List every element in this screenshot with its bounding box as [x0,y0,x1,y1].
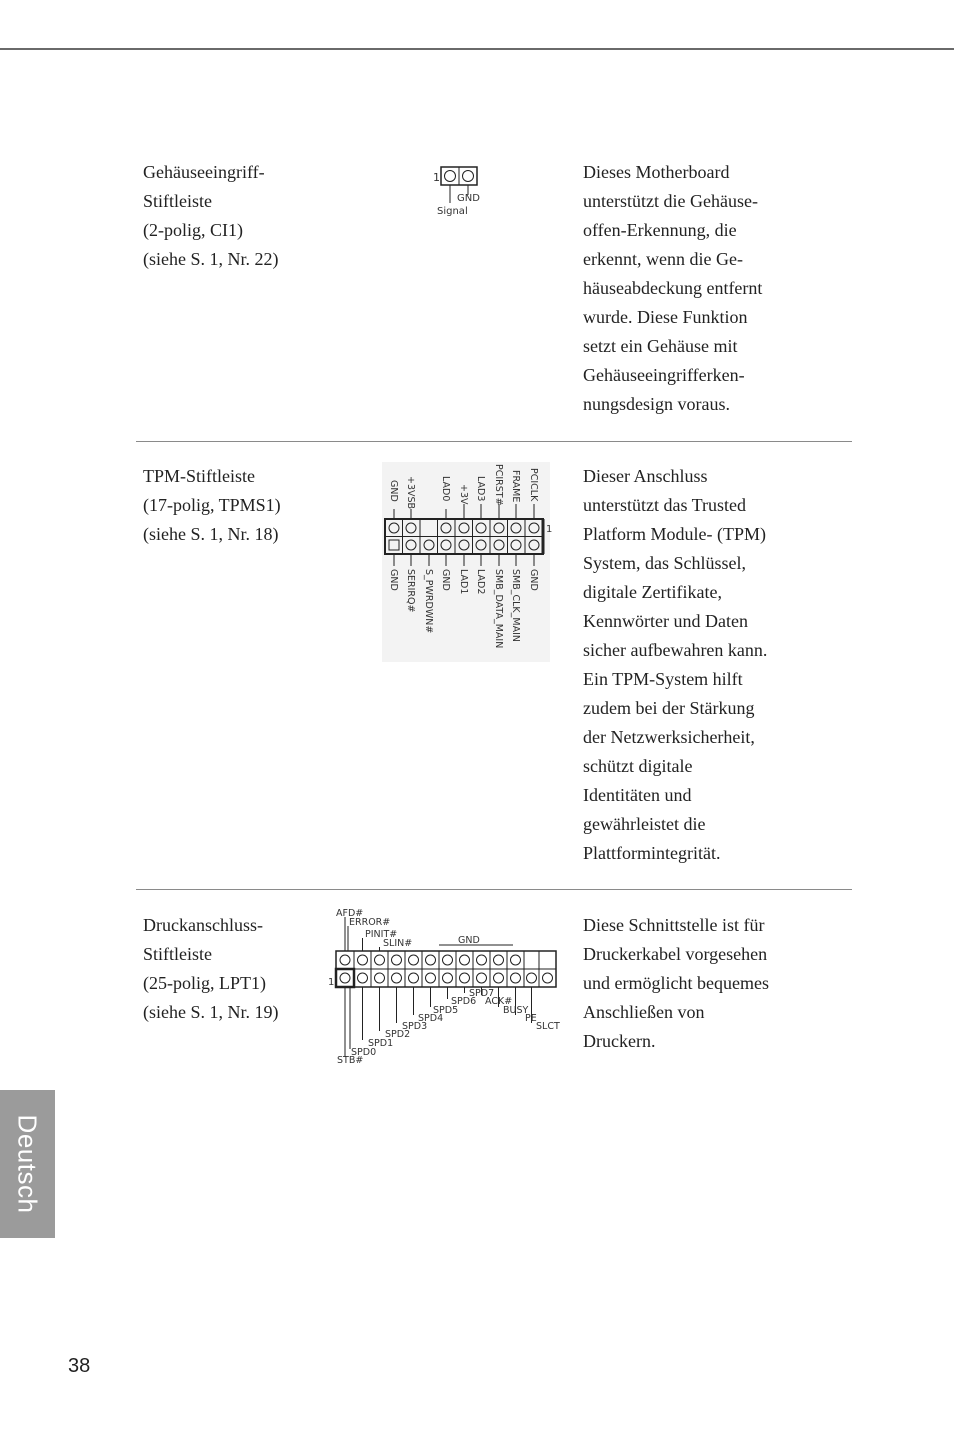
desc-line: unterstützt die Gehäuse- [583,191,758,211]
tpm-top-label: +3V [458,484,469,505]
lpt-bottom-label: BUSY [503,1005,529,1016]
desc-line: unterstützt das Trusted [583,495,747,515]
desc-line: offen-Erkennung, die [583,220,737,240]
tpms1-description [583,462,823,868]
desc-line: setzt ein Gehäuse mit [583,336,738,356]
tpm-top-label: PCICLK [528,468,539,502]
lpt-top-label: AFD# [336,908,364,919]
lpt-bottom-label: SLCT [536,1021,560,1032]
tpm-top-label: +3VSB [405,476,416,510]
desc-line: gewährleistet die [583,814,706,834]
tpm-bottom-label: LAD1 [458,569,469,595]
desc-line: nungsdesign voraus. [583,394,730,414]
tpm-top-label: LAD3 [475,476,486,502]
pin1-marker: 1 [433,171,440,184]
tpm-top-label: PCIRST# [493,464,504,506]
lpt-bottom-label: SPD4 [418,1013,444,1024]
lpt-bottom-label: SPD2 [385,1029,411,1040]
desc-line: und ermöglicht bequemes [583,973,769,993]
lpt-bottom-label: SPD5 [433,1005,459,1016]
label-line: TPM-Stiftleiste [143,466,255,486]
label-line: (siehe S. 1, Nr. 22) [143,249,279,269]
language-tab-label: Deutsch [12,1114,43,1214]
label-line: Stiftleiste [143,944,212,964]
lpt1-pin-diagram [328,905,568,1075]
lpt-bottom-label: SPD7 [469,988,495,999]
desc-line: Gehäuseeingrifferken- [583,365,745,385]
desc-line: Plattformintegrität. [583,843,721,863]
label-line: (2-polig, CI1) [143,220,243,240]
tpms1-pin-diagram [382,462,557,667]
lpt-bottom-label: STB# [337,1055,364,1066]
pin1-marker: 1 [328,977,335,988]
desc-line: sicher aufbewahren kann. [583,640,768,660]
desc-line: Druckerkabel vorgesehen [583,944,768,964]
tpm-bottom-label: GND [440,569,451,591]
lpt-top-label: PINIT# [365,929,398,940]
lpt-top-label: SLIN# [383,938,413,949]
desc-line: der Netzwerksicherheit, [583,727,755,747]
lpt1-header-label [143,911,343,1027]
lpt1-description [583,911,823,1056]
lpt-bottom-label: PE [525,1013,537,1024]
desc-line: Anschließen von [583,1002,705,1022]
tpm-bottom-label: S_PWRDWN# [423,569,434,634]
top-rule [0,48,954,50]
desc-line: häuseabdeckung entfernt [583,278,763,298]
desc-line: erkennt, wenn die Ge- [583,249,743,269]
desc-line: schützt digitale [583,756,693,776]
section-divider [136,441,852,442]
desc-line: wurde. Diese Funktion [583,307,748,327]
ci1-description [583,158,823,419]
pin-label-gnd: GND [457,193,480,204]
tpm-top-label: FRAME [510,470,521,503]
pin-label-signal: Signal [437,206,468,217]
desc-line: zudem bei der Stärkung [583,698,755,718]
lpt-bottom-label: SPD0 [351,1047,377,1058]
desc-line: Platform Module- (TPM) [583,524,766,544]
tpms1-header-label [143,462,343,549]
lpt-top-label: GND [458,935,480,946]
label-line: (25-polig, LPT1) [143,973,266,993]
label-line: (17-polig, TPMS1) [143,495,281,515]
desc-line: Kennwörter und Daten [583,611,748,631]
desc-line: Dieses Motherboard [583,162,730,182]
desc-line: Identitäten und [583,785,692,805]
desc-line: digitale Zertifikate, [583,582,722,602]
label-line: Druckanschluss- [143,915,263,935]
section-divider [136,889,852,890]
lpt-bottom-label: SPD1 [368,1038,394,1049]
label-line: Stiftleiste [143,191,212,211]
desc-line: Ein TPM-System hilft [583,669,743,689]
pin1-marker: 1 [546,524,553,535]
lpt-bottom-label: SPD3 [402,1021,428,1032]
tpm-bottom-label: GND [528,569,539,591]
ci1-header-label [143,158,343,274]
tpm-top-label: GND [388,480,399,502]
desc-line: Diese Schnittstelle ist für [583,915,765,935]
desc-line: Dieser Anschluss [583,466,708,486]
label-line: (siehe S. 1, Nr. 18) [143,524,279,544]
ci1-pin-diagram [430,163,510,228]
tpm-bottom-label: SMB_CLK_MAIN [510,569,521,643]
label-line: (siehe S. 1, Nr. 19) [143,1002,279,1022]
language-side-tab [0,1090,55,1238]
lpt-top-label: ERROR# [349,917,391,928]
tpm-bottom-label: LAD2 [475,569,486,595]
tpm-top-label: LAD0 [440,476,451,502]
lpt-bottom-label: SPD6 [451,996,477,1007]
desc-line: Druckern. [583,1031,656,1051]
desc-line: System, das Schlüssel, [583,553,747,573]
tpm-bottom-label: SERIRQ# [405,569,416,613]
tpm-bottom-label: GND [388,569,399,591]
tpm-bottom-label: SMB_DATA_MAIN [493,569,504,649]
lpt-bottom-label: ACK# [485,996,513,1007]
page-number: 38 [68,1355,91,1377]
label-line: Gehäuseeingriff- [143,162,265,182]
